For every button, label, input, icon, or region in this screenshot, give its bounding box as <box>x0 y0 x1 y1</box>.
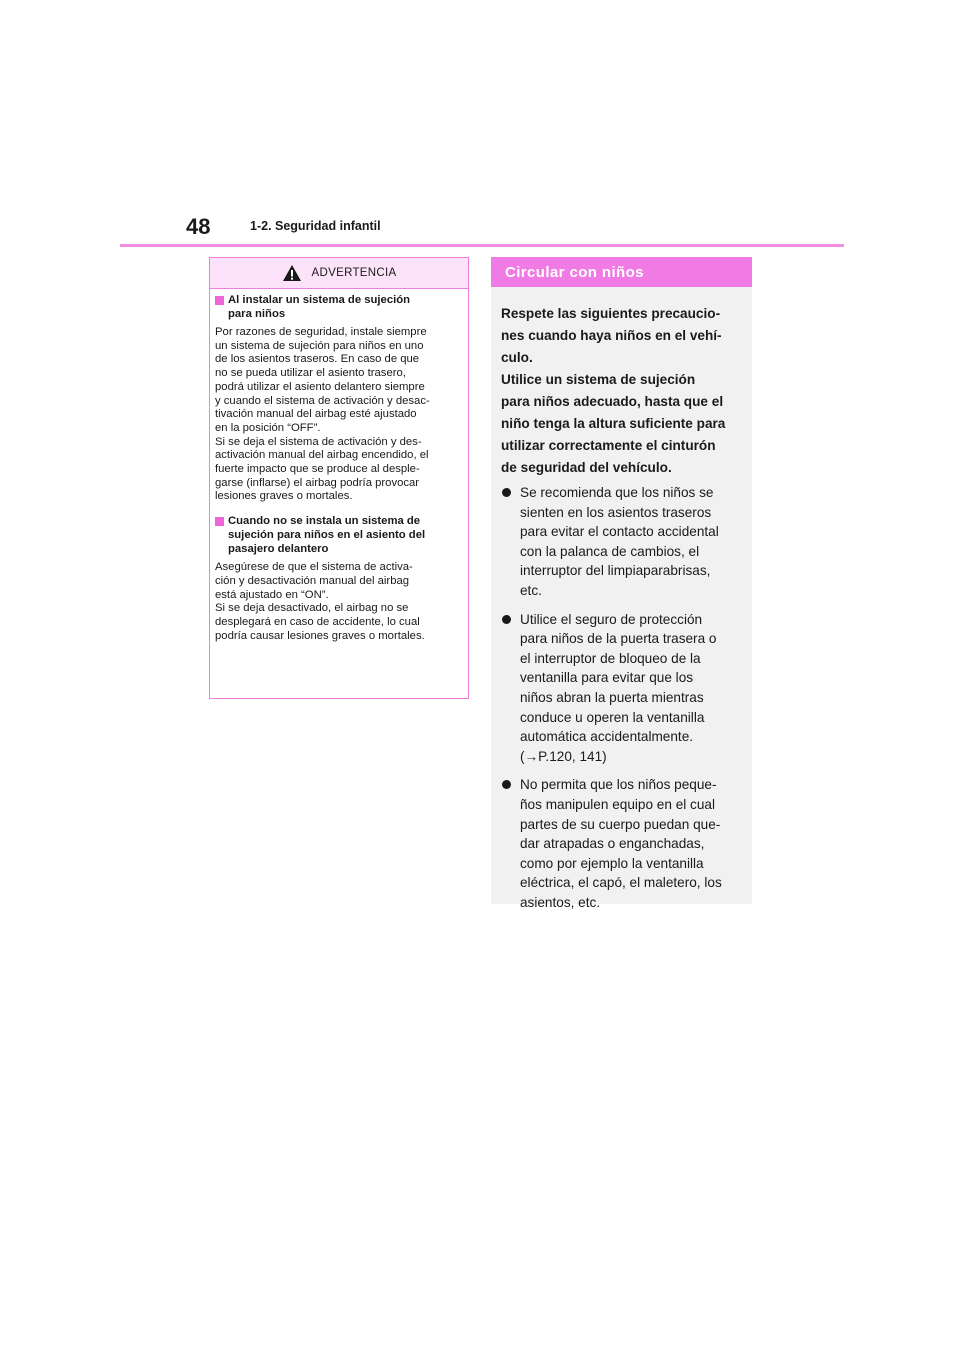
warning-item <box>215 293 460 504</box>
list-item-text: Se recomienda que los niños se sienten en los asientos traseros para evitar el contacto accidental con la palanca de cambios, el interruptor del limpiaparabrisas, etc. <box>520 485 719 598</box>
bullet-dot-icon <box>502 488 511 497</box>
square-bullet-icon <box>215 517 224 526</box>
warning-title: ADVERTENCIA <box>311 267 397 279</box>
topic-title: Circular con niños <box>505 263 644 281</box>
bullet-list <box>501 483 747 921</box>
list-item <box>501 775 747 912</box>
warning-item-subtitle: Al instalar un sistema de sujeción para niños <box>228 294 411 320</box>
warning-item-text: Por razones de seguridad, instale siempre un sistema de sujeción para niños en uno de los asientos traseros. En caso de que no se pueda utilizar el asiento trasero, podrá utilizar el asiento delantero siempre y cuando el sistema de activación y desac- tivación manual del airbag esté ajustado en la posición “OFF”. Si se deja el sistema de activación y des- activación manual del airbag encendido, el fuerte impacto que se produce al desple- garse (inflarse) el airbag podría provocar lesiones graves o mortales. <box>215 326 430 503</box>
topic-intro: Respete las siguientes precaucio- nes cuando haya niños en el vehí- culo. Utilice un sistema de sujeción para niños adecuado, hasta que el niño tenga la altura suficiente para utilizar correctamente el cinturón de seguridad del vehículo. <box>501 306 726 475</box>
topic-header <box>491 257 752 287</box>
topic-panel <box>491 257 752 910</box>
list-item-text: No permita que los niños peque- ños manipulen equipo en el cual partes de su cuerpo puedan que- dar atrapadas o enganchadas, como por ejemplo la ventanilla eléctrica, el capó, el maletero, los asientos, etc. <box>520 777 722 910</box>
warning-header <box>210 258 468 289</box>
list-item <box>501 483 747 601</box>
warning-triangle-icon <box>282 264 302 282</box>
warning-item <box>215 514 460 643</box>
section-title: 1-2. Seguridad infantil <box>250 219 381 233</box>
warning-item-text: Asegúrese de que el sistema de activa- ción y desactivación manual del airbag está ajustado en “ON”. Si se deja desactivado, el airbag no se desplegará en caso de accidente, lo cual podría causar lesiones graves o mortales. <box>215 561 425 642</box>
warning-body <box>210 289 468 643</box>
bullet-dot-icon <box>502 780 511 789</box>
list-item <box>501 610 747 767</box>
bullet-dot-icon <box>502 615 511 624</box>
warning-box <box>209 257 469 699</box>
warning-item-subtitle: Cuando no se instala un sistema de sujeción para niños en el asiento del pasajero delantero <box>228 515 426 556</box>
square-bullet-icon <box>215 296 224 305</box>
list-item-text: Utilice el seguro de protección para niños de la puerta trasera o el interruptor de bloqueo de la ventanilla para evitar que los niños abran la puerta mientras conduce u operen la ventanilla automática accidentalmente. (→P.120, 141) <box>520 611 717 764</box>
header-rule <box>120 244 844 247</box>
page-number: 48 <box>186 214 211 239</box>
